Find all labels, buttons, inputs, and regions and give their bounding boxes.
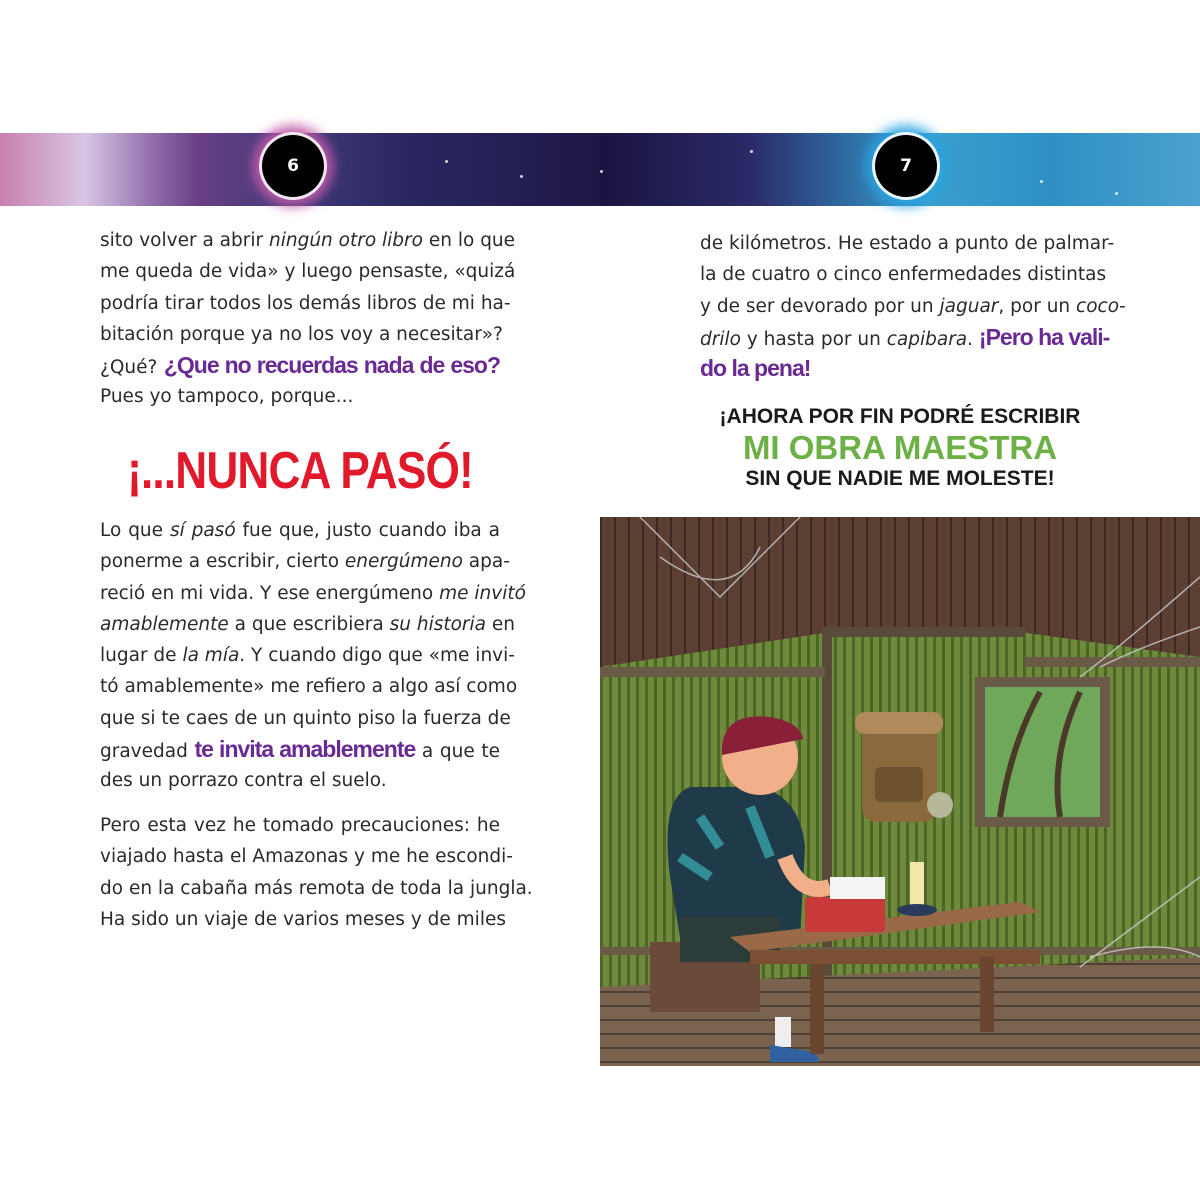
- text-line: [100, 841, 513, 872]
- text-line: [100, 288, 511, 319]
- highlighted-phrase: ¿Que no recuerdas nada de eso?: [163, 352, 500, 379]
- highlighted-phrase: do la pena!: [700, 355, 811, 382]
- text-line: [700, 291, 1126, 322]
- text-line: [100, 609, 515, 640]
- text-segment: la de cuatro o cinco enfermedades distintas: [700, 264, 1107, 286]
- text-segment: ¿Qué?: [100, 357, 164, 379]
- text-line: [700, 259, 1107, 290]
- text-segment: podría tirar todos los demás libros de mi ha-: [100, 292, 511, 314]
- callout: [690, 404, 1110, 492]
- italic-text: sí pasó: [169, 520, 236, 541]
- italic-text: capibara: [886, 328, 968, 350]
- italic-text: drilo: [700, 328, 741, 350]
- italic-text: amablemente: [100, 613, 229, 635]
- star: [445, 160, 448, 163]
- highlighted-phrase: ¡Pero ha vali-: [978, 323, 1110, 350]
- text-segment: en: [486, 613, 515, 635]
- italic-text: su historia: [389, 613, 486, 635]
- cabin-illustration: [600, 517, 1200, 1066]
- left-paragraph-3: [100, 810, 533, 935]
- text-line: [100, 381, 500, 412]
- left-paragraph-2: [100, 515, 526, 797]
- star: [1040, 180, 1043, 183]
- callout-line-2: MI OBRA MAESTRA: [742, 429, 1058, 466]
- text-line: [100, 904, 506, 935]
- callout-line-3: SIN QUE NADIE ME MOLESTE!: [745, 467, 1055, 490]
- text-line: [100, 640, 515, 671]
- text-line: [700, 353, 1100, 384]
- highlighted-phrase: te invita amablemente: [194, 736, 416, 763]
- text-segment: lugar de: [100, 645, 183, 667]
- text-segment: a que te: [415, 741, 500, 763]
- text-line: [100, 703, 511, 734]
- text-segment: y hasta por un: [740, 328, 887, 350]
- text-segment: Lo que: [100, 520, 170, 541]
- text-segment: .: [967, 328, 979, 350]
- text-segment: Pues yo tampoco, porque...: [100, 386, 354, 408]
- star: [1115, 192, 1118, 195]
- text-line: [100, 546, 510, 577]
- text-line: [100, 256, 516, 287]
- star: [750, 150, 753, 153]
- text-segment: y de ser devorado por un: [700, 295, 940, 317]
- text-line: [100, 578, 526, 609]
- text-line: [100, 515, 500, 546]
- text-line: [100, 350, 500, 381]
- text-line: [100, 734, 500, 765]
- text-segment: me queda de vida» y luego pensaste, «quizá: [100, 261, 516, 283]
- text-line: [700, 228, 1115, 259]
- left-paragraph-1: [100, 225, 516, 413]
- text-segment: , por un: [998, 295, 1077, 317]
- italic-text: jaguar: [939, 295, 999, 317]
- window: [975, 677, 1110, 827]
- text-line: [100, 765, 500, 796]
- text-segment: ponerme a escribir, cierto: [100, 551, 345, 573]
- text-line: [100, 810, 500, 841]
- text-segment: en lo que: [422, 230, 516, 251]
- callout-line-1: ¡AHORA POR FIN PODRÉ ESCRIBIR: [719, 405, 1081, 428]
- text-line: [700, 322, 1110, 353]
- italic-text: la mía: [182, 645, 240, 667]
- text-segment: a que escribiera: [228, 613, 390, 635]
- text-segment: bitación porque ya no los voy a necesitar»?: [100, 323, 503, 345]
- text-segment: reció en mi vida. Y ese energúmeno: [100, 582, 440, 604]
- text-segment: de kilómetros. He estado a punto de palmar-: [700, 233, 1115, 254]
- text-segment: gravedad: [100, 741, 195, 763]
- italic-text: ningún otro libro: [268, 230, 423, 251]
- italic-text: energúmeno: [344, 551, 463, 573]
- star: [520, 175, 523, 178]
- italic-text: me invitó: [439, 582, 526, 604]
- page-number-right: 7: [875, 135, 937, 197]
- text-segment: viajado hasta el Amazonas y me he escondi-: [100, 846, 513, 868]
- text-line: [100, 671, 518, 702]
- text-segment: . Y cuando digo que «me invi-: [239, 645, 515, 667]
- text-segment: Pero esta vez he tomado precauciones: he: [100, 815, 500, 836]
- text-segment: que si te caes de un quinto piso la fuerza de: [100, 707, 511, 729]
- text-line: [100, 225, 516, 256]
- text-segment: do en la cabaña más remota de toda la jungla.: [100, 877, 533, 899]
- text-line: [100, 873, 533, 904]
- italic-text: coco-: [1076, 295, 1126, 317]
- text-segment: tó amablemente» me refiero a algo así como: [100, 676, 518, 698]
- text-segment: fue que, justo cuando iba a: [235, 520, 500, 541]
- text-segment: Ha sido un viaje de varios meses y de miles: [100, 908, 506, 930]
- page-number-left: 6: [262, 135, 324, 197]
- text-segment: sito volver a abrir: [100, 230, 269, 251]
- right-paragraph-1: [700, 228, 1126, 384]
- text-line: [100, 319, 503, 350]
- text-segment: des un porrazo contra el suelo.: [100, 770, 387, 792]
- star: [600, 170, 603, 173]
- chapter-heading: ¡...NUNCA PASÓ!: [127, 442, 473, 500]
- text-segment: apa-: [462, 551, 510, 573]
